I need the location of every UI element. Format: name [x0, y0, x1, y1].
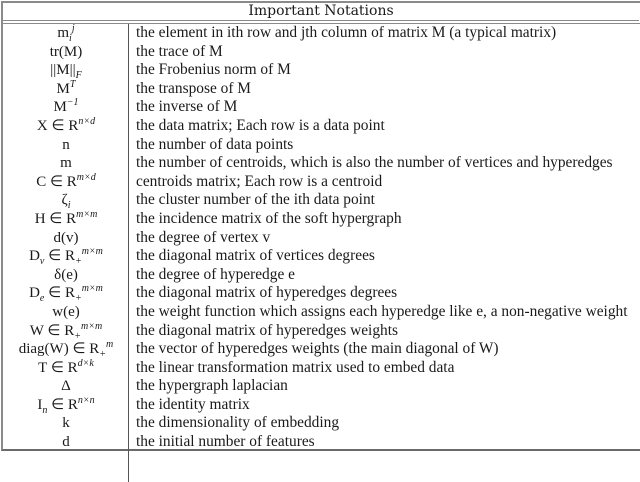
notation-symbol: $||M||_F$: [50, 62, 82, 82]
table-row: [3, 340, 640, 359]
notation-description: the element in ith row and jth column of matrix M (a typical matrix): [136, 24, 557, 41]
table-row: [3, 377, 640, 396]
column-divider: [128, 24, 129, 482]
table-row: [3, 80, 640, 99]
table-body: [3, 24, 640, 452]
notation-description: the dimensionality of embedding: [136, 414, 340, 432]
notation-symbol: d: [62, 434, 70, 451]
notation-symbol: $m_i^j$: [57, 23, 75, 44]
notation-symbol: T ∈ $R^{d\times k}$: [38, 357, 94, 376]
notation-description: the inverse of M: [136, 98, 238, 116]
table-row: [3, 210, 640, 229]
notation-symbol: $I_n$ ∈ $R^{n\times n}$: [37, 394, 95, 416]
notation-description: the data matrix; Each row is a data point: [136, 116, 385, 134]
notation-description: the identity matrix: [136, 395, 250, 413]
notation-symbol: C ∈ $R^{m\times d}$: [36, 171, 96, 190]
notation-symbol: $D_e$ ∈ $R_+^{m\times m}$: [29, 283, 103, 305]
notation-description: the linear transformation matrix used to embed data: [136, 358, 455, 376]
notation-symbol: tr(M): [49, 43, 83, 60]
table-row: [3, 117, 640, 136]
notation-description: the weight function which assigns each hyperedge like e, a non-negative weight: [136, 302, 628, 320]
notation-description: the trace of M: [136, 42, 223, 60]
table-row: [3, 61, 640, 80]
table-row: [3, 303, 640, 322]
table-row: [3, 173, 640, 192]
notation-description: the initial number of features: [136, 433, 315, 451]
notation-description: the transpose of M: [136, 79, 251, 97]
notation-symbol: $D_v$ ∈ $R_+^{m\times m}$: [29, 246, 103, 268]
notation-description: the diagonal matrix of hyperedges degrees: [136, 284, 398, 302]
table-row: [3, 359, 640, 378]
table-row: [3, 247, 640, 266]
notation-description: the diagonal matrix of hyperedges weights: [136, 321, 398, 339]
table-row: [3, 24, 640, 43]
notation-description: the incidence matrix of the soft hypergraph: [136, 209, 402, 227]
notation-description: the cluster number of the ith data point: [136, 191, 375, 209]
notation-description: the vector of hyperedges weights (the main diagonal of W): [136, 340, 499, 358]
notation-description: the degree of hyperedge e: [136, 265, 295, 283]
notation-description: centroids matrix; Each row is a centroid: [136, 172, 383, 190]
notation-table: [1, 1, 640, 451]
notation-description: the degree of vertex v: [136, 228, 271, 246]
table-row: [3, 136, 640, 155]
table-row: [3, 396, 640, 415]
notation-symbol: H ∈ $R^{m\times m}$: [34, 208, 98, 227]
table-row: [3, 98, 640, 117]
notation-symbol: $M^T$: [56, 78, 76, 97]
notation-description: the diagonal matrix of vertices degrees: [136, 247, 375, 265]
table-row: [3, 284, 640, 303]
notation-symbol: $M^{-1}$: [53, 97, 79, 116]
notation-symbol: w(e): [52, 303, 80, 320]
table-row: [3, 433, 640, 452]
notation-description: the number of centroids, which is also the number of vertices and hyperedges: [136, 154, 613, 172]
table-row: [3, 322, 640, 341]
notation-symbol: Δ: [61, 378, 71, 395]
notation-symbol: n: [62, 136, 70, 153]
table-title: Important Notations: [3, 3, 639, 21]
notation-symbol: k: [62, 415, 70, 432]
notation-symbol: $\zeta_i$: [61, 192, 71, 212]
notation-symbol: W ∈ $R_+^{m\times m}$: [29, 320, 103, 342]
notation-symbol: X ∈ $R^{n\times d}$: [36, 115, 96, 134]
notation-description: the hypergraph laplacian: [136, 377, 288, 395]
notation-symbol: δ(e): [54, 266, 78, 283]
notation-description: the number of data points: [136, 135, 294, 153]
table-row: [3, 43, 640, 62]
table-row: [3, 154, 640, 173]
table-row: [3, 266, 640, 285]
table-row: [3, 191, 640, 210]
notation-description: the Frobenius norm of M: [136, 61, 291, 79]
notation-symbol: diag(W) ∈ $R_+^m$: [18, 339, 114, 361]
table-row: [3, 414, 640, 433]
table-row: [3, 229, 640, 248]
notation-symbol: m: [60, 155, 72, 172]
notation-symbol: d(v): [53, 229, 79, 246]
